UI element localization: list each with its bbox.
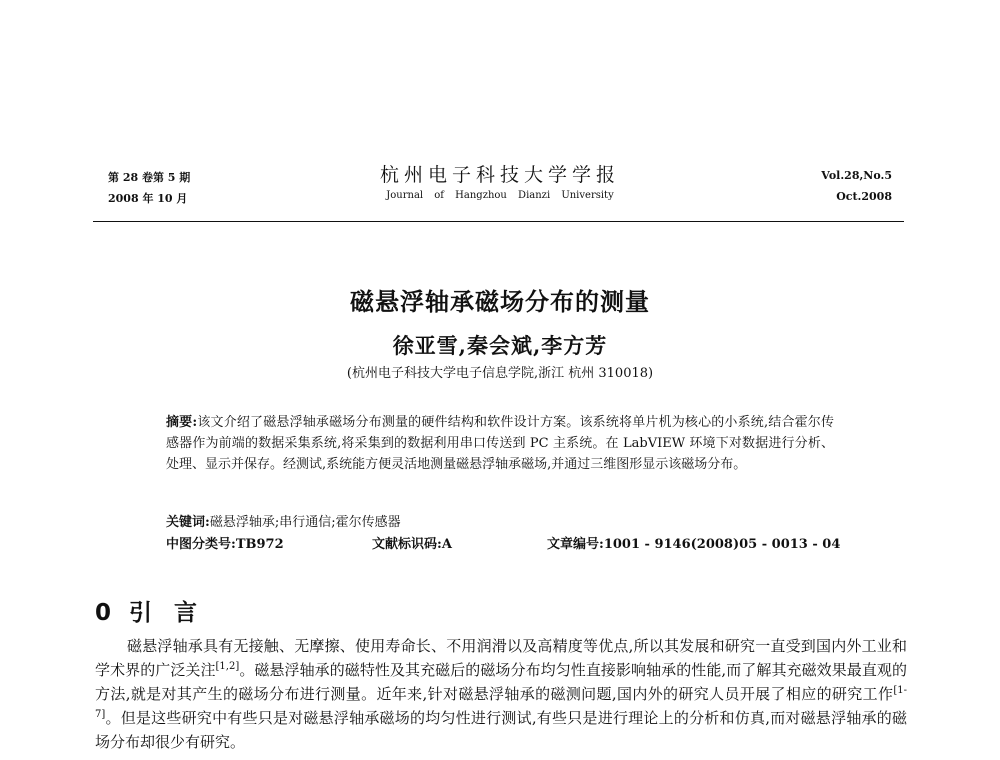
article-no-label: 文章编号:: [547, 537, 604, 552]
clc-label: 中图分类号:: [166, 537, 236, 552]
article-authors: 徐亚雪,秦会斌,李方芳: [392, 333, 608, 358]
doc-code-value: A: [441, 537, 452, 552]
paragraph-part-2: 。磁悬浮轴承的磁特性及其充磁后的磁场分布均匀性直接影响轴承的性能,而了解其充磁效果最直观的方法,就是对其产生的磁场分布进行测量。近年来,针对磁悬浮轴承的磁测问题,国内外的研究人员开展了相应的研究工作: [95, 661, 907, 703]
journal-title-en: Journal of Hangzhou Dianzi University: [386, 190, 614, 201]
section-number: 0: [95, 600, 112, 626]
abstract: [166, 412, 834, 475]
section-title: 引言: [129, 600, 220, 626]
doc-code: [372, 533, 452, 552]
classification-line: [166, 533, 284, 552]
issue-cn: 第 28 卷第 5 期: [108, 171, 191, 184]
keywords-text: 磁悬浮轴承;串行通信;霍尔传感器: [209, 515, 401, 530]
citation-ref-2: [1-7]: [95, 685, 907, 720]
keywords: [166, 511, 401, 530]
clc-value: TB972: [235, 537, 284, 552]
doc-code-label: 文献标识码:: [372, 537, 442, 552]
paragraph-part-1: 磁悬浮轴承具有无接触、无摩擦、使用寿命长、不用润滑以及高精度等优点,所以其发展和研究一直受到国内外工业和学术界的广泛关注: [95, 637, 907, 679]
journal-title-cn: 杭州电子科技大学学报: [379, 164, 620, 186]
article-title: 磁悬浮轴承磁场分布的测量: [350, 288, 650, 316]
keywords-label: 关键词:: [166, 515, 210, 530]
article-no-value: 1001 - 9146(2008)05 - 0013 - 04: [603, 537, 841, 552]
body-paragraph: [95, 634, 907, 754]
date-cn: 2008 年 10 月: [108, 192, 188, 205]
abstract-text: 该文介绍了磁悬浮轴承磁场分布测量的硬件结构和软件设计方案。该系统将单片机为核心的小系统,结合霍尔传感器作为前端的数据采集系统,将采集到的数据利用串口传送到 PC 主系统。在 LabVIEW 环境下对数据进行分析、处理、显示并保存。经测试,系统能方便灵活地测量磁悬浮轴承磁场,并通过三维图形显示该磁场分布。: [166, 415, 834, 472]
date-en: Oct.2008: [836, 190, 892, 203]
section-heading: [95, 594, 219, 627]
abstract-label: 摘要:: [166, 415, 198, 430]
issue-en: Vol.28,No.5: [821, 169, 892, 182]
article-affiliation: (杭州电子科技大学电子信息学院,浙江 杭州 310018): [346, 366, 654, 381]
article-number: [547, 533, 840, 552]
header-rule: [93, 221, 904, 222]
citation-ref-1: [1,2]: [215, 661, 240, 672]
paragraph-part-3: 。但是这些研究中有些只是对磁悬浮轴承磁场的均匀性进行测试,有些只是进行理论上的分析和仿真,而对磁悬浮轴承的磁场分布却很少有研究。: [95, 709, 907, 751]
